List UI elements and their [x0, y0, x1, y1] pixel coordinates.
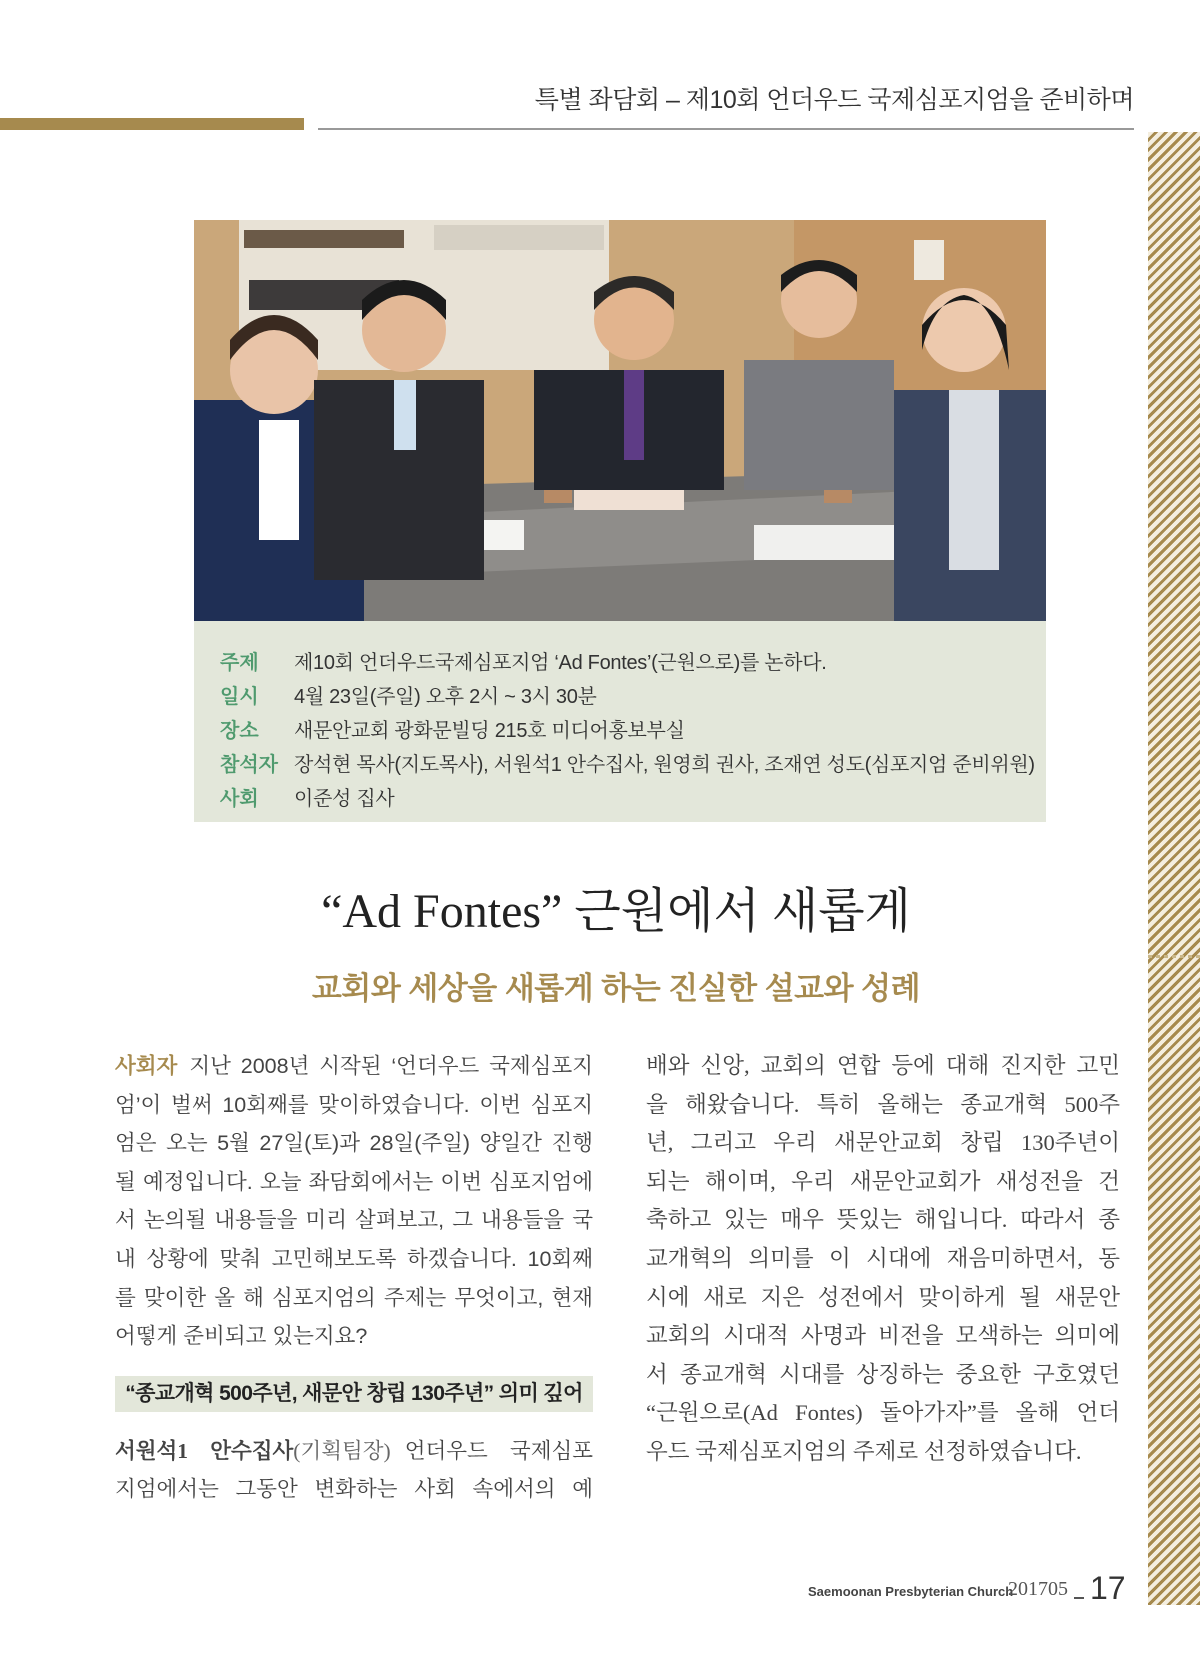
paragraph-line: 될 예정입니다. 오늘 좌담회에서는 이번 심포지엄에 [115, 1169, 593, 1194]
line-text: 지난 2008년 시작된 ‘언더우드 국제심포지 [189, 1054, 593, 1078]
paragraph-line [115, 1047, 593, 1086]
paragraph-line: 교개혁의 의미를 이 시대에 재음미하면서, 동 [646, 1245, 1120, 1271]
header-gold-rule [0, 118, 304, 130]
paragraph-line [115, 1432, 593, 1471]
info-label: 주제 [220, 651, 259, 674]
info-row-attendees [220, 745, 1046, 779]
paragraph-line: 내 상황에 맞춰 고민해보도록 하겠습니다. 10회째 [115, 1246, 593, 1271]
paragraph-line: 되는 해이며, 우리 새문안교회가 새성전을 건 [646, 1168, 1120, 1194]
info-label: 참석자 [220, 753, 278, 776]
paragraph-line: 어떻게 준비되고 있는지요? [115, 1324, 368, 1349]
paragraph-line: 시에 새로 지은 성전에서 맞이하게 될 새문안 [646, 1284, 1120, 1310]
info-value: 이준성 집사 [294, 787, 395, 810]
info-row-moderator [220, 779, 1046, 813]
footer-church-name: Saemoonan Presbyterian Church [808, 1584, 1014, 1599]
side-decorative-band [1148, 132, 1200, 1605]
line-text: 언더우드 국제심포 [404, 1438, 594, 1463]
page-number: 17 [1090, 1570, 1126, 1606]
info-row-date [220, 677, 1046, 711]
roundtable-photo [194, 220, 1046, 621]
paragraph-line: 엄’이 벌써 10회째를 맞이하였습니다. 이번 심포지 [115, 1092, 593, 1117]
header-gray-rule [318, 128, 1134, 130]
paragraph-line: 엄은 오는 5월 27일(토)과 28일(주일) 양일간 진행 [115, 1131, 593, 1156]
speaker-role: (기획팀장) [293, 1438, 391, 1463]
paragraph-line: 년, 그리고 우리 새문안교회 창립 130주년이 [646, 1130, 1120, 1156]
section-heading-box: “종교개혁 500주년, 새문안 창립 130주년” 의미 깊어 [115, 1376, 593, 1412]
info-value: 4월 23일(주일) 오후 2시 ~ 3시 30분 [294, 685, 597, 708]
info-label: 일시 [220, 685, 259, 708]
speaker-name: 서원석1 안수집사 [115, 1438, 294, 1463]
article-subtitle: 교회와 세상을 새롭게 하는 진실한 설교와 성례 [311, 971, 921, 1006]
roundtable-photo-illustration [194, 220, 1046, 621]
header-title: 특별 좌담회 – 제10회 언더우드 국제심포지엄을 준비하며 [534, 86, 1134, 114]
side-dash-divider [1148, 955, 1200, 958]
info-row-topic [220, 643, 1046, 677]
paragraph-line: 를 맞이한 올 해 심포지엄의 주제는 무엇이고, 현재 [115, 1285, 593, 1310]
info-value: 장석현 목사(지도목사), 서원석1 안수집사, 원영희 권사, 조재연 성도(심포지엄 준비위원) [294, 753, 1035, 776]
paragraph-line: 우드 국제심포지엄의 주제로 선정하였습니다. [646, 1438, 1082, 1464]
info-label: 사회 [220, 787, 259, 810]
article-title: “Ad Fontes” 근원에서 새롭게 [321, 885, 911, 938]
info-value: 새문안교회 광화문빌딩 215호 미디어홍보부실 [294, 719, 685, 742]
info-label: 장소 [220, 719, 259, 742]
info-value: 제10회 언더우드국제심포지엄 ‘Ad Fontes’(근원으로)를 논하다. [294, 651, 827, 674]
article-right-column [646, 1047, 1120, 1472]
footer-issue-date: 201705 [1008, 1578, 1068, 1600]
paragraph-line: 교회의 시대적 사명과 비전을 모색하는 의미에 [646, 1323, 1120, 1349]
paragraph-line: 배와 신앙, 교회의 연합 등에 대해 진지한 고민 [646, 1053, 1120, 1078]
footer-separator [1074, 1597, 1084, 1599]
paragraph-line: 을 해왔습니다. 특히 올해는 종교개혁 500주 [646, 1091, 1120, 1117]
info-row-place [220, 711, 1046, 745]
paragraph-line: 축하고 있는 매우 뜻있는 해입니다. 따라서 종 [646, 1207, 1120, 1233]
speaker-label: 사회자 [115, 1054, 178, 1078]
article-left-column [115, 1047, 593, 1509]
meeting-info-box [194, 621, 1046, 822]
paragraph-line: 서 종교개혁 시대를 상징하는 중요한 구호였던 [646, 1361, 1120, 1387]
paragraph-line: 서 논의될 내용들을 미리 살펴보고, 그 내용들을 국 [115, 1208, 593, 1233]
paragraph-line: “근원으로(Ad Fontes) 돌아가자”를 올해 언더 [646, 1400, 1120, 1426]
paragraph-line: 지엄에서는 그동안 변화하는 사회 속에서의 예 [115, 1477, 593, 1502]
